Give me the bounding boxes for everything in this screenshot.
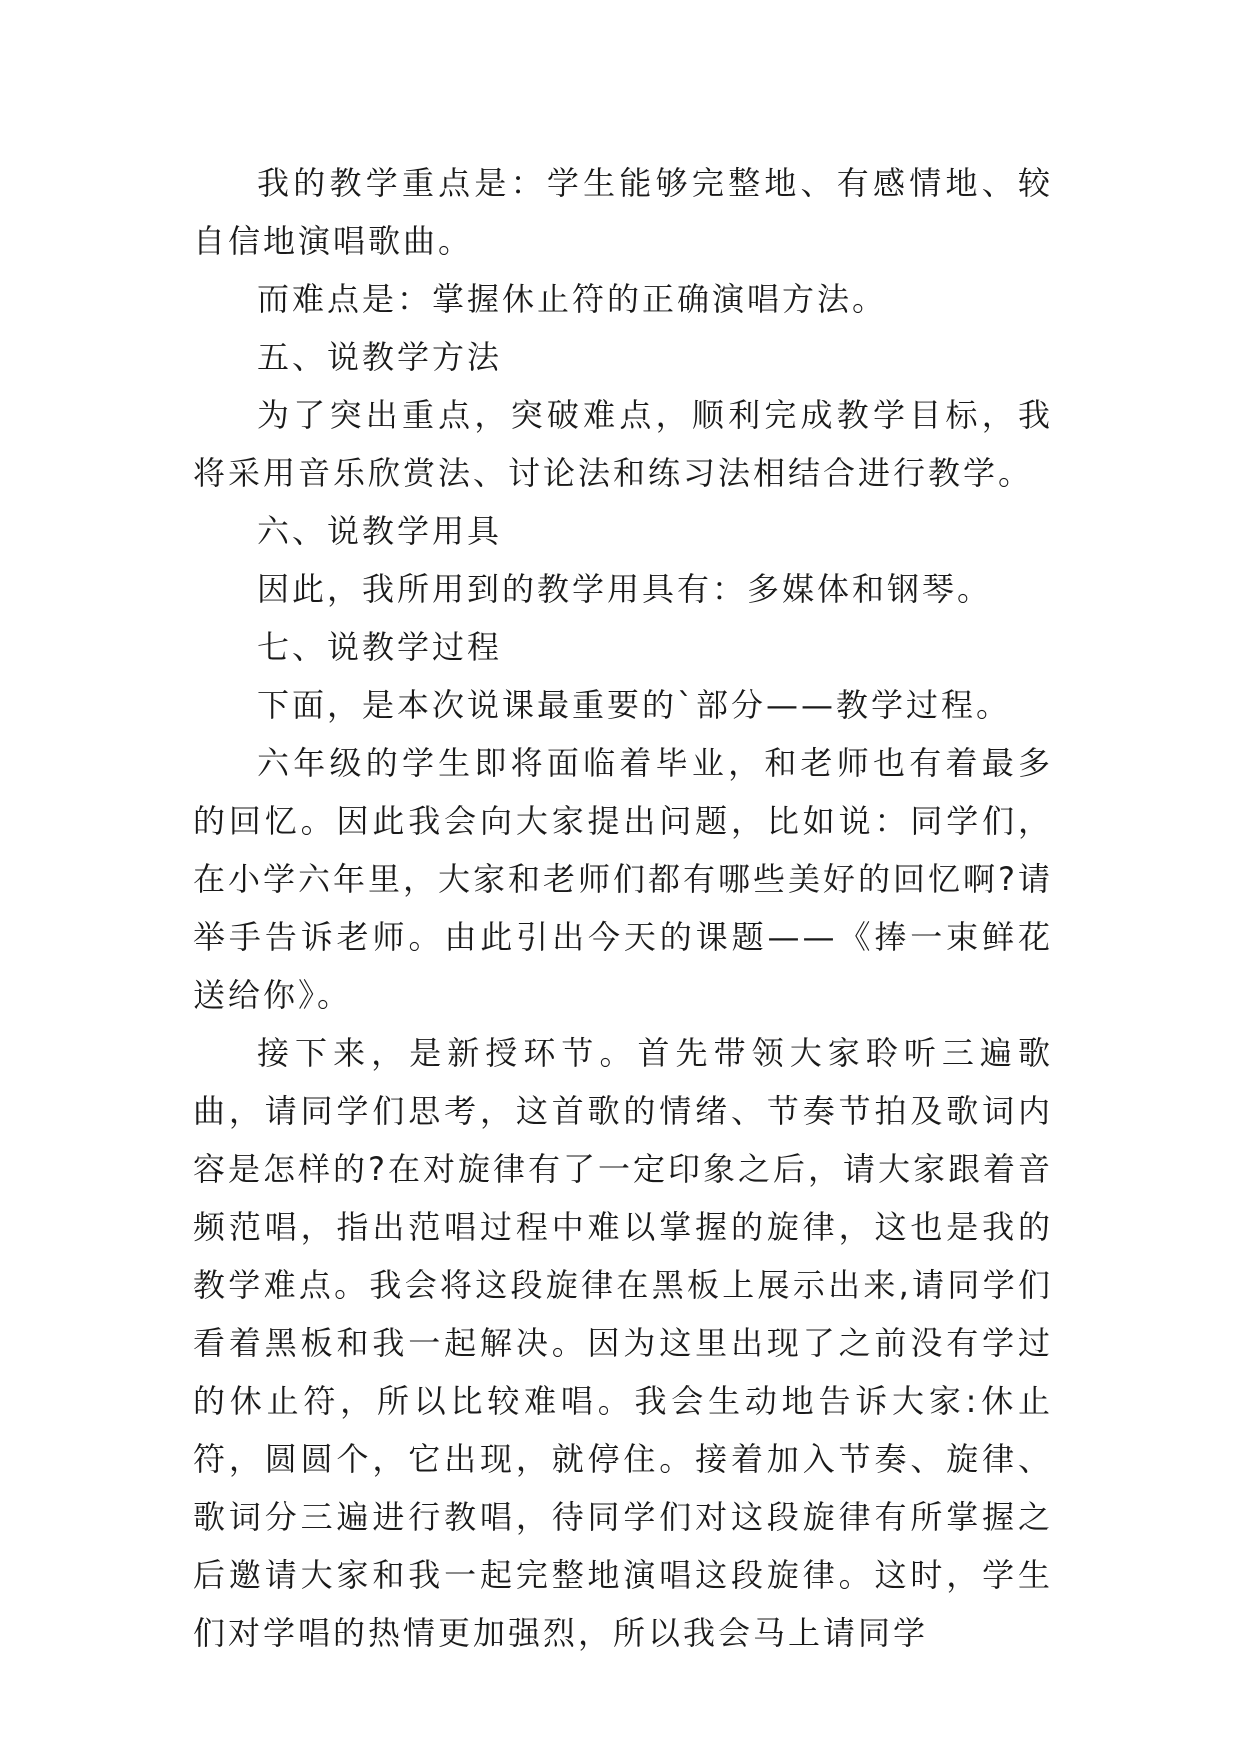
paragraph-difficulty: 而难点是：掌握休止符的正确演唱方法。 <box>257 280 888 318</box>
paragraph-lead-in: 六年级的学生即将面临着毕业，和老师也有着最多的回忆。因此我会向大家提出问题，比如说：同学们，在小学六年里，大家和老师们都有哪些美好的回忆啊?请举手告诉老师。由此引出今天的课题——《捧一束鲜花送给你》。 <box>193 744 1053 1014</box>
paragraph-teaching-method: 为了突出重点，突破难点，顺利完成教学目标，我将采用音乐欣赏法、讨论法和练习法相结合进行教学。 <box>193 396 1053 492</box>
paragraph-new-lesson: 接下来，是新授环节。首先带领大家聆听三遍歌曲，请同学们思考，这首歌的情绪、节奏节拍及歌词内容是怎样的?在对旋律有了一定印象之后，请大家跟着音频范唱，指出范唱过程中难以掌握的旋律，这也是我的教学难点。我会将这段旋律在黑板上展示出来,请同学们看着黑板和我一起解决。因为这里出现了之前没有学过的休止符，所以比较难唱。我会生动地告诉大家:休止符，圆圆个，它出现，就停住。接着加入节奏、旋律、歌词分三遍进行教唱，待同学们对这段旋律有所掌握之后邀请大家和我一起完整地演唱这段旋律。这时，学生们对学唱的热情更加强烈，所以我会马上请同学 <box>193 1034 1053 1652</box>
document-body <box>193 154 1053 1662</box>
paragraph-process-intro: 下面，是本次说课最重要的`部分——教学过程。 <box>257 686 1012 724</box>
paragraph-teaching-tools: 因此，我所用到的教学用具有：多媒体和钢琴。 <box>257 570 993 608</box>
heading-teaching-tools: 六、说教学用具 <box>257 512 503 550</box>
paragraph-teaching-focus: 我的教学重点是：学生能够完整地、有感情地、较自信地演唱歌曲。 <box>193 164 1053 260</box>
heading-teaching-method: 五、说教学方法 <box>257 338 503 376</box>
heading-teaching-process: 七、说教学过程 <box>257 628 503 666</box>
